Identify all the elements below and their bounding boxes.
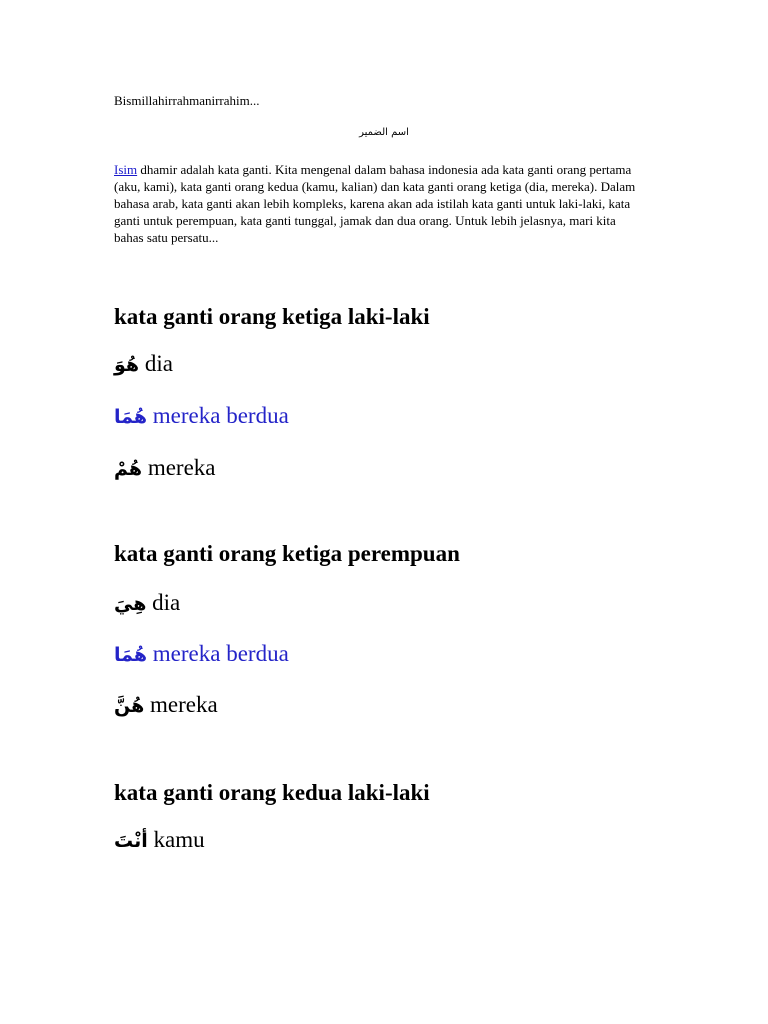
arabic-pronoun: هُنَّ — [114, 695, 145, 717]
pronoun-meaning: mereka berdua — [152, 641, 289, 666]
pronoun-entry — [114, 825, 205, 856]
arabic-pronoun: هِيَ — [114, 593, 147, 615]
pronoun-entry — [114, 588, 180, 619]
greeting-text: Bismillahirrahmanirrahim... — [114, 93, 260, 108]
arabic-pronoun: هُمْ — [114, 458, 143, 480]
arabic-pronoun: أنْتَ — [114, 830, 148, 852]
pronoun-meaning: mereka berdua — [152, 403, 289, 428]
arabic-pronoun: هُوَ — [114, 354, 140, 376]
intro-paragraph — [114, 161, 644, 246]
pronoun-meaning: dia — [152, 590, 181, 615]
arabic-pronoun: هُمَا — [114, 406, 148, 428]
section-heading: kata ganti orang ketiga laki-laki — [114, 304, 430, 329]
pronoun-entry — [114, 401, 289, 432]
section-heading: kata ganti orang kedua laki-laki — [114, 780, 430, 805]
intro-body: dhamir adalah kata ganti. Kita mengenal dalam bahasa indonesia ada kata ganti orang pertama (aku, kami), kata ganti orang kedua (kamu, kalian) dan kata ganti orang ketiga (dia, mereka). Dalam bahasa arab, kata ganti akan lebih kompleks, karena akan ada istilah kata ganti untuk laki-laki, kata ganti untuk perempuan, kata ganti tunggal, jamak dan dua orang. Untuk lebih jelasnya, mari kita bahas satu persatu... — [114, 162, 636, 245]
arabic-title: اسم الضمير — [359, 127, 409, 138]
pronoun-entry — [114, 690, 218, 721]
pronoun-entry — [114, 349, 173, 380]
pronoun-entry — [114, 639, 289, 670]
pronoun-meaning: mereka — [147, 455, 216, 480]
pronoun-meaning: kamu — [153, 827, 205, 852]
arabic-pronoun: هُمَا — [114, 644, 148, 666]
pronoun-meaning: dia — [144, 351, 173, 376]
isim-link[interactable]: Isim — [114, 162, 138, 177]
pronoun-entry — [114, 453, 216, 484]
section-heading: kata ganti orang ketiga perempuan — [114, 541, 460, 566]
pronoun-meaning: mereka — [150, 692, 218, 717]
